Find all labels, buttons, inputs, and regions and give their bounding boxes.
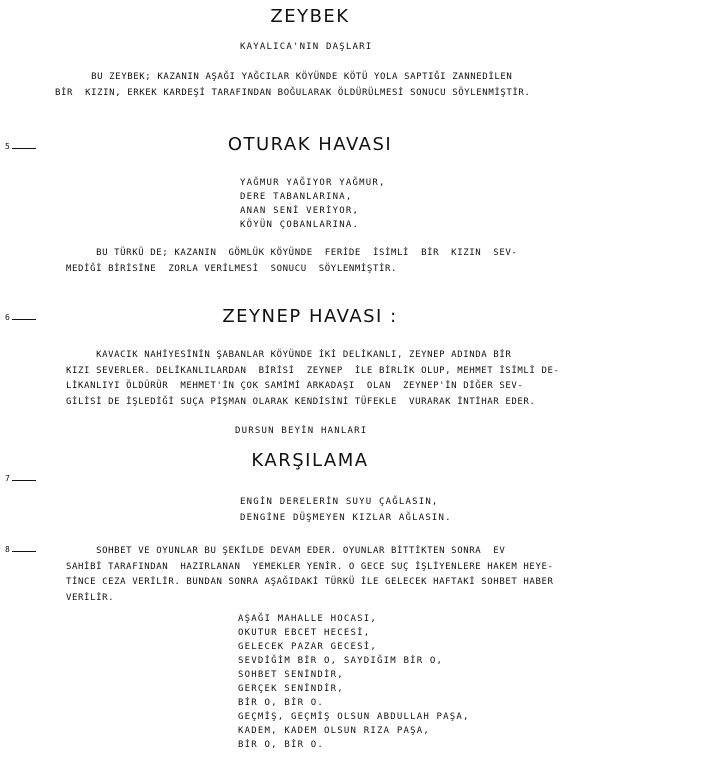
- paragraph-line: VERİLİR.: [66, 592, 115, 603]
- line-number-8: [5, 545, 36, 554]
- verse-line: DERE TABANLARINA,: [240, 192, 353, 202]
- verse-line: YAĞMUR YAĞIYOR YAĞMUR,: [240, 178, 386, 188]
- verse-asagi-mahalle: [238, 612, 470, 752]
- paragraph-line: KAVACIK NAHİYESİNİN ŞABANLAR KÖYÜNDE İKİ DELİKANLI, ZEYNEP ADINDA BİR: [66, 350, 512, 360]
- verse-line: ENGİN DERELERİN SUYU ÇAĞLASIN,: [240, 497, 439, 507]
- paragraph-line: BİR KIZIN, ERKEK KARDEŞİ TARAFINDAN BOĞULARAK ÖLDÜRÜLMESİ SONUCU SÖYLENMİŞTİR.: [55, 87, 531, 98]
- paragraph-line: MEDİĞİ BİRİSİNE ZORLA VERİLMESİ SONUCU SÖYLENMİŞTİR.: [66, 263, 398, 274]
- verse-line: BİR O, BİR O.: [238, 698, 325, 708]
- line-number: 6: [5, 313, 10, 322]
- verse-line: ANAN SENİ VERİYOR,: [240, 206, 360, 216]
- paragraph-line: TİNCE CEZA VERİLİR. BUNDAN SONRA AŞAĞIDAKİ TÜRKÜ İLE GELECEK HAFTAKİ SOHBET HABER: [66, 577, 554, 587]
- verse-line: KÖYÜN ÇOBANLARINA.: [240, 220, 360, 230]
- verse-line: DENGİNE DÜŞMEYEN KIZLAR AĞLASIN.: [240, 513, 452, 523]
- verse-line: KADEM, KADEM OLSUN RIZA PAŞA,: [238, 726, 430, 736]
- line-number: 7: [5, 474, 10, 483]
- paragraph-sohbet: [66, 544, 554, 606]
- paragraph-line: SAHİBİ TARAFINDAN HAZIRLANAN YEMEKLER YENİR. O GECE SUÇ İŞLİYENLERE HAKEM HEYE-: [66, 561, 554, 572]
- paragraph-line: SOHBET VE OYUNLAR BU ŞEKİLDE DEVAM EDER. OYUNLAR BİTTİKTEN SONRA EV: [66, 546, 506, 556]
- verse-karsilama: [240, 494, 452, 526]
- line-marker-rule: [12, 551, 36, 552]
- paragraph-line: BU ZEYBEK; KAZANIN AŞAĞI YAĞCILAR KÖYÜNDE KÖTÜ YOLA SAPTIĞI ZANNEDİLEN: [55, 72, 513, 82]
- verse-oturak-havasi: [240, 176, 386, 232]
- section-title-zeybek: ZEYBEK: [270, 6, 350, 27]
- paragraph-line: BU TÜRKÜ DE; KAZANIN GÖMLÜK KÖYÜNDE FERİDE İSİMLİ BİR KIZIN SEV-: [66, 248, 518, 258]
- verse-line: BİR O, BİR O.: [238, 740, 325, 750]
- verse-line: AŞAĞI MAHALLE HOCASI,: [238, 614, 377, 624]
- paragraph-line: KIZI SEVERLER. DELİKANLILARDAN BİRİSİ ZEYNEP İLE BİRLİK OLUP, MEHMET İSİMLİ DE-: [66, 365, 560, 376]
- verse-line: GELECEK PAZAR GECESİ,: [238, 642, 377, 652]
- paragraph-line: GİLİSİ DE İŞLEDİĞİ SUÇA PİŞMAN OLARAK KENDİSİNİ TÜFEKLE VURARAK İNTİHAR EDER.: [66, 396, 536, 407]
- line-number: 8: [5, 545, 10, 554]
- verse-line: GERÇEK SENİNDİR,: [238, 684, 344, 694]
- verse-line: GEÇMİŞ, GEÇMİŞ OLSUN ABDULLAH PAŞA,: [238, 712, 470, 722]
- verse-line: SOHBET SENİNDİR,: [238, 670, 344, 680]
- paragraph-zeybek: [55, 70, 530, 101]
- line-marker-rule: [12, 480, 36, 481]
- line-number: 5: [5, 142, 10, 151]
- section-subtitle-kayalica: KAYALICA'NIN DAŞLARI: [240, 42, 373, 52]
- line-number-7: [5, 474, 36, 483]
- section-title-zeynep-havasi: ZEYNEP HAVASI :: [222, 306, 398, 327]
- paragraph-zeynep-havasi: [66, 348, 560, 410]
- paragraph-oturak-havasi: [66, 246, 517, 277]
- verse-line: SEVDİĞİM BİR O, SAYDIĞIM BİR O,: [238, 656, 444, 666]
- section-title-oturak-havasi: OTURAK HAVASI: [227, 134, 393, 155]
- section-title-karsilama: KARŞILAMA: [251, 450, 369, 471]
- paragraph-line: LİKANLIYI ÖLDÜRÜR MEHMET'İN ÇOK SAMİMİ ARKADAŞI OLAN ZEYNEP'İN DİĞER SEV-: [66, 381, 524, 391]
- section-subtitle-dursun-bey: DURSUN BEYİN HANLARI: [235, 426, 368, 436]
- verse-line: OKUTUR EBCET HECESİ,: [238, 628, 371, 638]
